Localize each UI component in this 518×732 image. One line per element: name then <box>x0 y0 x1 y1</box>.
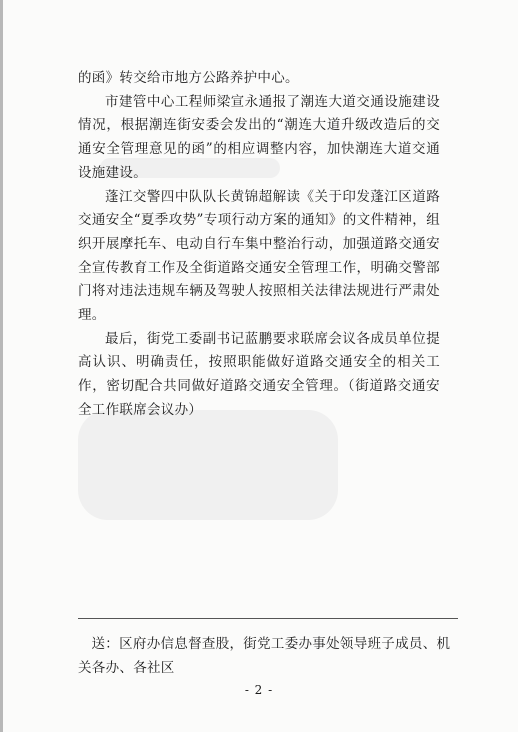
distribution-list <box>78 618 458 680</box>
document-body <box>78 67 440 423</box>
paragraph-closing: 最后，街党工委副书记蓝鹏要求联席会议各成员单位提高认识、明确责任，按照职能做好道路交通安全的相关工作，密切配合共同做好道路交通安全管理。（街道路交通安全工作联席会议办） <box>78 330 440 418</box>
distribution-text: 送：区府办信息督查股，街党工委办事处领导班子成员、机关各办、各社区 <box>78 636 451 676</box>
paragraph-construction-report: 市建管中心工程师梁宣永通报了潮连大道交通设施建设情况，根据潮连街安委会发出的“潮连大道升级改造后的交通安全管理意见的函”的相应调整内容，加快潮连大道交通设施建设。 <box>78 93 440 181</box>
page-edge <box>0 0 3 732</box>
scan-smudge <box>78 410 338 520</box>
paragraph-traffic-police: 蓬江交警四中队队长黄锦超解读《关于印发蓬江区道路交通安全“夏季攻势”专项行动方案的通知》的文件精神，组织开展摩托车、电动自行车集中整治行动，加强道路交通安全宣传教育工作及全街道路交通安全管理工作，明确交警部门将对违法违规车辆及驾驶人按照相关法律法规进行严肃处理。 <box>78 188 440 324</box>
page-number: - 2 - <box>244 683 274 697</box>
paragraph-continued: 的函》转交给市地方公路养护中心。 <box>78 70 299 86</box>
